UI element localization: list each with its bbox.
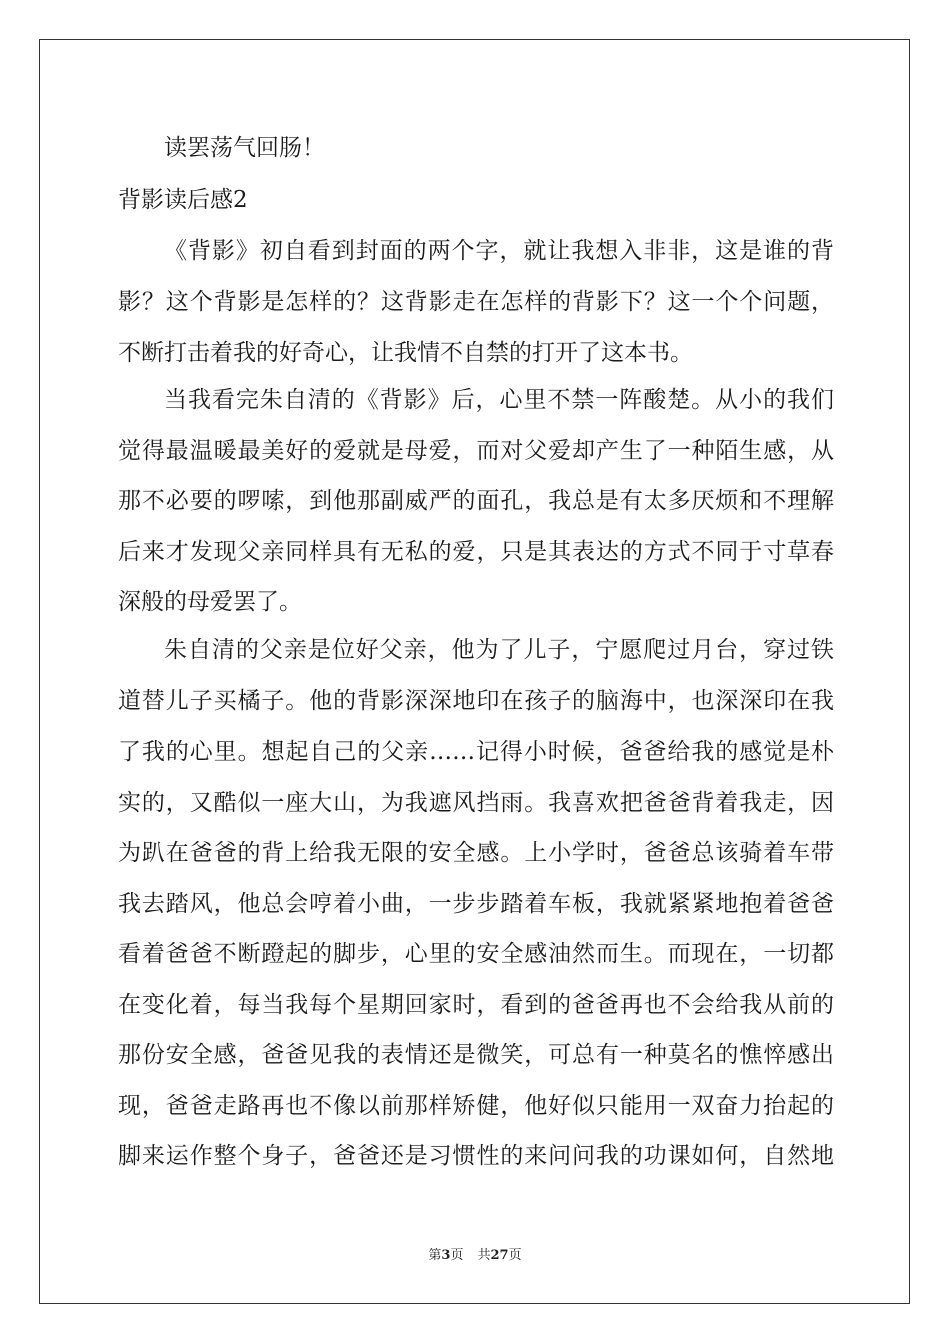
text-line: 朱自清的父亲是位好父亲，他为了儿子，宁愿爬过月台，穿过铁	[164, 637, 834, 663]
text-line: 读罢荡气回肠！	[164, 135, 325, 161]
text-line: 那不必要的啰嗦，到他那副威严的面孔，我总是有太多厌烦和不理解	[118, 488, 834, 514]
page-footer	[0, 1248, 950, 1264]
text-line: 在变化着，每当我每个星期回家时，看到的爸爸再也不会给我从前的	[118, 992, 834, 1018]
text-line: 后来才发现父亲同样具有无私的爱，只是其表达的方式不同于寸草春	[118, 539, 834, 565]
text-line: 那份安全感，爸爸见我的表情还是微笑，可总有一种莫名的憔悴感出	[118, 1042, 834, 1068]
text-line: 脚来运作整个身子，爸爸还是习惯性的来问问我的功课如何，自然地	[118, 1143, 834, 1169]
section-heading: 背影读后感2	[118, 187, 248, 213]
page-current: 3	[441, 1248, 451, 1263]
text-line: 了我的心里。想起自己的父亲……记得小时候，爸爸给我的感觉是朴	[118, 739, 834, 765]
text-line: 《背影》初自看到封面的两个字，就让我想入非非，这是谁的背	[164, 238, 834, 264]
total-suffix: 页	[508, 1248, 522, 1263]
page-prefix: 第	[428, 1248, 442, 1263]
text-line: 当我看完朱自清的《背影》后，心里不禁一阵酸楚。从小的我们	[164, 387, 834, 413]
text-line: 实的，又酷似一座大山，为我遮风挡雨。我喜欢把爸爸背着我走，因	[118, 790, 834, 816]
text-line: 深般的母爱罢了。	[118, 589, 302, 615]
text-line: 看着爸爸不断蹬起的脚步，心里的安全感油然而生。而现在，一切都	[118, 941, 834, 967]
total-prefix: 共	[477, 1248, 491, 1263]
text-line: 影？这个背影是怎样的？这背影走在怎样的背影下？这一个个问题，	[118, 289, 834, 315]
text-line: 不断打击着我的好奇心，让我情不自禁的打开了这本书。	[118, 340, 693, 366]
page-total: 27	[490, 1248, 509, 1263]
text-line: 我去踏风，他总会哼着小曲，一步步踏着车板，我就紧紧地抱着爸爸	[118, 891, 834, 917]
text-line: 觉得最温暖最美好的爱就是母爱，而对父爱却产生了一种陌生感，从	[118, 438, 834, 464]
text-line: 道替儿子买橘子。他的背影深深地印在孩子的脑海中，也深深印在我	[118, 688, 834, 714]
text-line: 为趴在爸爸的背上给我无限的安全感。上小学时，爸爸总该骑着车带	[118, 840, 834, 866]
page-suffix: 页	[450, 1248, 464, 1263]
text-line: 现，爸爸走路再也不像以前那样矫健，他好似只能用一双奋力抬起的	[118, 1093, 834, 1119]
